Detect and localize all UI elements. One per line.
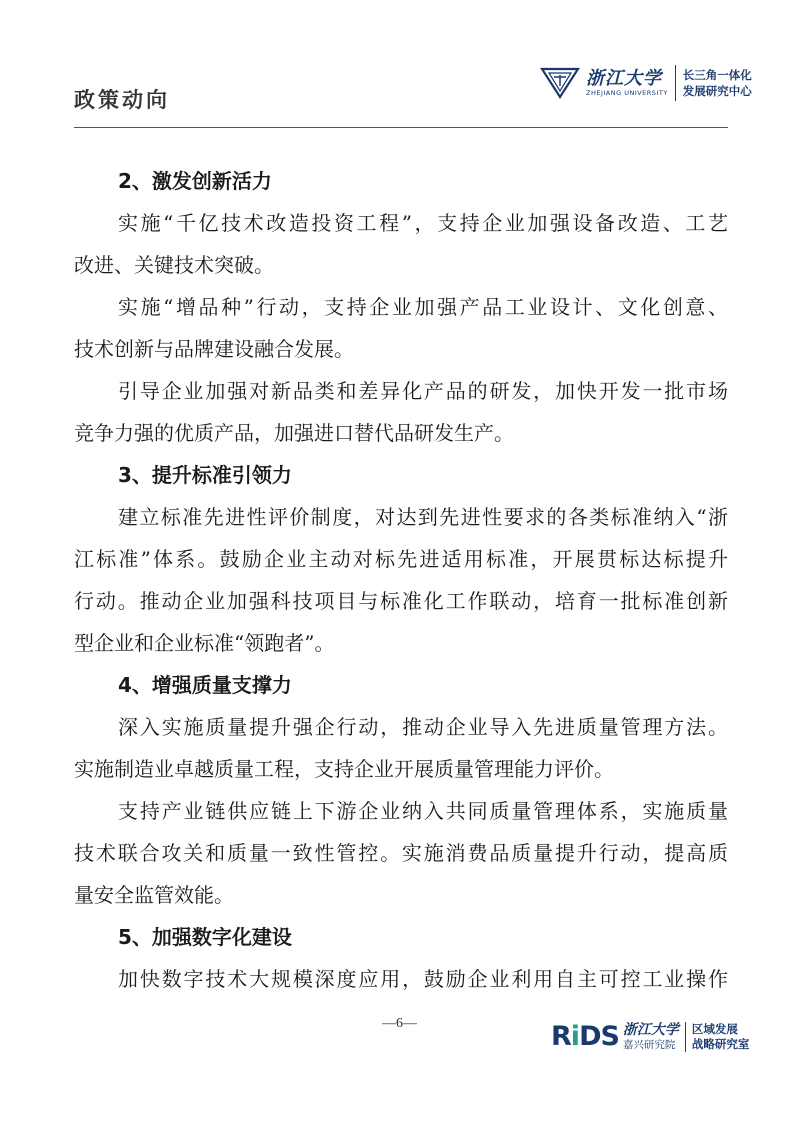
rds-office-line1: 区域发展 bbox=[691, 1022, 738, 1036]
zju-name-cn: 浙江大学 bbox=[586, 68, 662, 89]
body-text-line: 深入实施质量提升强企行动，推动企业导入先进质量管理方法。 bbox=[118, 715, 728, 739]
rds-institute: 嘉兴研究院 bbox=[622, 1039, 676, 1051]
section-heading: 4、增强质量支撑力 bbox=[118, 673, 292, 697]
section-heading: 3、提升标准引领力 bbox=[118, 463, 292, 487]
center-name-line1: 长三角一体化 bbox=[682, 68, 752, 82]
section-heading: 5、加强数字化建设 bbox=[118, 925, 292, 949]
body-text-line: 量安全监管效能。 bbox=[74, 883, 234, 907]
body-text-line: 实施制造业卓越质量工程，支持企业开展质量管理能力评价。 bbox=[74, 757, 614, 781]
rds-office bbox=[692, 1022, 750, 1052]
page-number: —6— bbox=[382, 1016, 417, 1031]
zju-emblem-icon bbox=[540, 66, 580, 100]
rds-divider bbox=[685, 1022, 686, 1052]
rds-mark: RiDS bbox=[551, 1021, 619, 1052]
header-divider bbox=[74, 127, 728, 128]
body-text-line: 支持产业链供应链上下游企业纳入共同质量管理体系，实施质量 bbox=[118, 799, 728, 823]
body-text-line: 竞争力强的优质产品，加强进口替代品研发生产。 bbox=[74, 421, 514, 445]
body-text-line: 技术联合攻关和质量一致性管控。实施消费品质量提升行动，提高质 bbox=[74, 841, 728, 865]
center-name bbox=[683, 67, 752, 99]
body-text-line: 引导企业加强对新品类和差异化产品的研发，加快开发一批市场 bbox=[118, 379, 728, 403]
document-body bbox=[74, 160, 728, 1000]
section-heading: 2、激发创新活力 bbox=[118, 169, 272, 193]
body-text-line: 建立标准先进性评价制度，对达到先进性要求的各类标准纳入“浙 bbox=[118, 505, 728, 529]
body-text-line: 加快数字技术大规模深度应用，鼓励企业利用自主可控工业操作 bbox=[118, 967, 728, 991]
body-text-line: 行动。推动企业加强科技项目与标准化工作联动，培育一批标准创新 bbox=[74, 589, 728, 613]
rds-zju-name: 浙江大学 bbox=[622, 1022, 679, 1038]
body-text-line: 实施“千亿技术改造投资工程”，支持企业加强设备改造、工艺 bbox=[118, 211, 728, 235]
body-text-line: 型企业和企业标准“领跑者”。 bbox=[74, 631, 335, 655]
body-text-line: 实施“增品种”行动，支持企业加强产品工业设计、文化创意、 bbox=[118, 295, 728, 319]
logo-divider bbox=[675, 65, 676, 101]
body-text-line: 江标准”体系。鼓励企业主动对标先进适用标准，开展贯标达标提升 bbox=[74, 547, 728, 571]
zju-logo bbox=[540, 60, 752, 106]
rds-office-line2: 战略研究室 bbox=[691, 1037, 750, 1051]
zju-name-en: ZHEJIANG UNIVERSITY bbox=[586, 89, 668, 97]
body-text-line: 改进、关键技术突破。 bbox=[74, 253, 274, 277]
rds-logo bbox=[551, 1022, 749, 1052]
section-title: 政策动向 bbox=[74, 88, 170, 112]
body-text-line: 技术创新与品牌建设融合发展。 bbox=[74, 337, 354, 361]
center-name-line2: 发展研究中心 bbox=[682, 84, 752, 98]
